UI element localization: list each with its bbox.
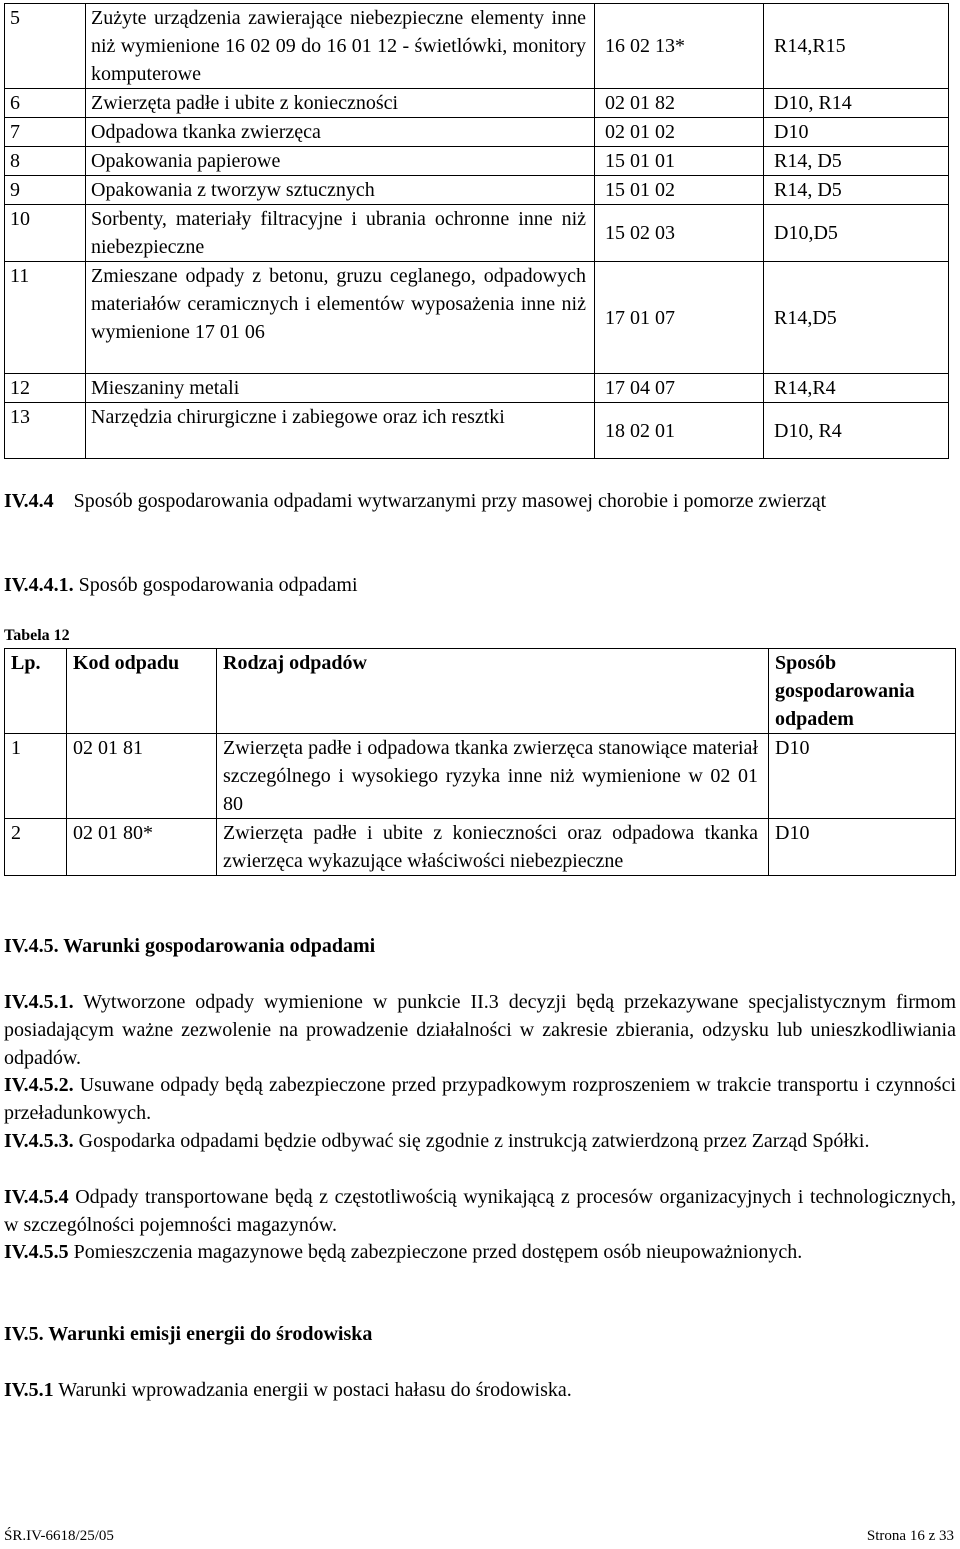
- table-row: [5, 89, 949, 118]
- waste-code: 16 02 13*: [595, 4, 764, 89]
- condition-paragraph: [4, 1183, 956, 1239]
- table-row: [5, 403, 949, 459]
- management-method: D10, R4: [764, 403, 949, 459]
- waste-description: Mieszaniny metali: [86, 374, 595, 403]
- table-caption: Tabela 12: [4, 627, 70, 644]
- section-4-5-title: IV.4.5. Warunki gospodarowania odpadami: [4, 935, 376, 957]
- table-row: [5, 734, 956, 819]
- waste-description: Odpadowa tkanka zwierzęca: [86, 118, 595, 147]
- header-lp: Lp.: [5, 649, 67, 734]
- condition-paragraph: [4, 1238, 956, 1266]
- management-method: D10, R14: [764, 89, 949, 118]
- paragraph-number: IV.4.5.5: [4, 1241, 69, 1263]
- row-number: 12: [5, 374, 86, 403]
- paragraph-number: IV.4.5.2.: [4, 1074, 74, 1096]
- table-row: [5, 147, 949, 176]
- condition-paragraph: [4, 1071, 956, 1127]
- waste-table-2: [4, 648, 956, 876]
- row-number: 9: [5, 176, 86, 205]
- table-row: [5, 4, 949, 89]
- section-5-1: [4, 1376, 956, 1404]
- management-method: R14,R15: [764, 4, 949, 89]
- waste-description: Zmieszane odpady z betonu, gruzu ceglanego, odpadowych materiałów ceramicznych i elementów wyposażenia inne niż wymienione 17 01 06: [86, 262, 595, 374]
- waste-description: Sorbenty, materiały filtracyjne i ubrania ochronne inne niż niebezpieczne: [86, 205, 595, 262]
- table-row: [5, 374, 949, 403]
- paragraph-number: IV.4.5.4: [4, 1186, 69, 1208]
- table-row: [5, 118, 949, 147]
- section-number: IV.4.4.1.: [4, 574, 74, 596]
- table-header-row: [5, 649, 956, 734]
- section-text: Sposób gospodarowania odpadami: [78, 574, 358, 596]
- condition-paragraph: [4, 988, 956, 1072]
- table-row: [5, 176, 949, 205]
- management-method: R14,D5: [764, 262, 949, 374]
- header-type: Rodzaj odpadów: [217, 649, 769, 734]
- waste-code: 02 01 82: [595, 89, 764, 118]
- footer-page-number: Strona 16 z 33: [866, 1528, 954, 1544]
- management-method: D10,D5: [764, 205, 949, 262]
- header-code: Kod odpadu: [67, 649, 217, 734]
- table-row: [5, 262, 949, 374]
- section-4-4-1: [4, 571, 956, 599]
- header-method: Sposób gospodarowania odpadem: [769, 649, 956, 734]
- paragraph-number: IV.4.5.3.: [4, 1130, 74, 1152]
- row-number: 6: [5, 89, 86, 118]
- section-5-title: IV.5. Warunki emisji energii do środowiska: [4, 1323, 373, 1345]
- paragraph-text: Pomieszczenia magazynowe będą zabezpieczone przed dostępem osób nieupoważnionych.: [73, 1241, 803, 1263]
- management-method: D10: [769, 734, 956, 819]
- waste-code: 18 02 01: [595, 403, 764, 459]
- waste-code: 02 01 81: [67, 734, 217, 819]
- waste-code: 15 02 03: [595, 205, 764, 262]
- paragraph-text: Odpady transportowane będą z częstotliwością wynikającą z procesów organizacyjnych i technologicznych, w szczególności pojemności magazynów.: [4, 1186, 956, 1236]
- row-number: 11: [5, 262, 86, 374]
- waste-description: Narzędzia chirurgiczne i zabiegowe oraz ich resztki: [86, 403, 595, 459]
- waste-code: 17 01 07: [595, 262, 764, 374]
- management-method: R14, D5: [764, 176, 949, 205]
- management-method: R14,R4: [764, 374, 949, 403]
- waste-table-1: [4, 3, 949, 459]
- section-number: IV.5.1: [4, 1379, 54, 1401]
- management-method: R14, D5: [764, 147, 949, 176]
- row-number: 2: [5, 819, 67, 876]
- management-method: D10: [769, 819, 956, 876]
- waste-description: Zwierzęta padłe i odpadowa tkanka zwierzęca stanowiące materiał szczególnego i wysokiego ryzyka inne niż wymienione w 02 01 80: [217, 734, 769, 819]
- paragraph-text: Wytworzone odpady wymienione w punkcie II.3 decyzji będą przekazywane specjalistycznym firmom posiadającym ważne zezwolenie na prowadzenie działalności w zakresie zbierania, odzysku lub unieszkodliwiania odpadów.: [4, 991, 957, 1069]
- paragraph-text: Usuwane odpady będą zabezpieczone przed przypadkowym rozproszeniem w trakcie transportu i czynności przeładunkowych.: [4, 1074, 956, 1124]
- waste-code: 02 01 02: [595, 118, 764, 147]
- paragraph-number: IV.4.5.1.: [4, 991, 74, 1013]
- waste-code: 15 01 01: [595, 147, 764, 176]
- row-number: 8: [5, 147, 86, 176]
- paragraph-text: Gospodarka odpadami będzie odbywać się zgodnie z instrukcją zatwierdzoną przez Zarząd Spółki.: [78, 1130, 870, 1152]
- section-text: Sposób gospodarowania odpadami wytwarzanymi przy masowej chorobie i pomorze zwierząt: [73, 490, 827, 512]
- table-row: [5, 819, 956, 876]
- waste-code: 02 01 80*: [67, 819, 217, 876]
- row-number: 10: [5, 205, 86, 262]
- row-number: 7: [5, 118, 86, 147]
- waste-description: Zwierzęta padłe i ubite z konieczności: [86, 89, 595, 118]
- table-row: [5, 205, 949, 262]
- section-number: IV.4.4: [4, 490, 54, 512]
- waste-description: Opakowania papierowe: [86, 147, 595, 176]
- management-method: D10: [764, 118, 949, 147]
- row-number: 1: [5, 734, 67, 819]
- condition-paragraph: [4, 1127, 956, 1155]
- section-text: Warunki wprowadzania energii w postaci hałasu do środowiska.: [58, 1379, 572, 1401]
- waste-code: 17 04 07: [595, 374, 764, 403]
- section-4-4: [4, 487, 956, 515]
- waste-description: Opakowania z tworzyw sztucznych: [86, 176, 595, 205]
- waste-description: Zużyte urządzenia zawierające niebezpieczne elementy inne niż wymienione 16 02 09 do 16 01 12 - świetlówki, monitory komputerowe: [86, 4, 595, 89]
- waste-description: Zwierzęta padłe i ubite z konieczności oraz odpadowa tkanka zwierzęca wykazujące właściwości niebezpieczne: [217, 819, 769, 876]
- row-number: 13: [5, 403, 86, 459]
- row-number: 5: [5, 4, 86, 89]
- footer-reference: ŚR.IV-6618/25/05: [4, 1528, 114, 1544]
- waste-code: 15 01 02: [595, 176, 764, 205]
